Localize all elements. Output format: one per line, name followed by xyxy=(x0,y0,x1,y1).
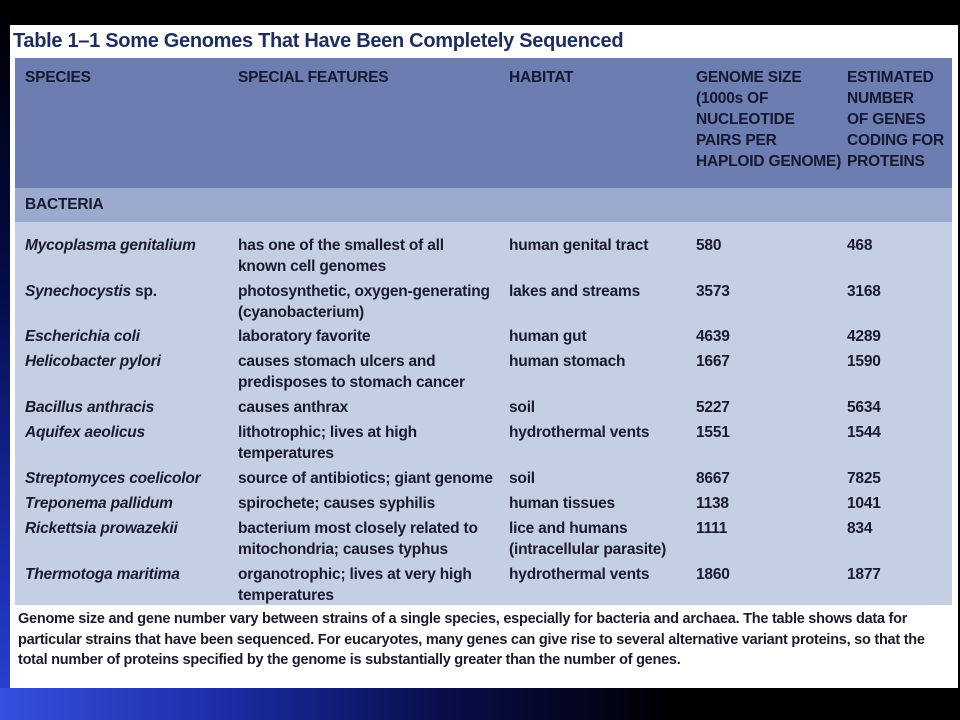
cell-genome-size: 1138 xyxy=(696,495,729,512)
species-name: Aquifex aeolicus xyxy=(25,424,145,441)
cell-gene-count: 1544 xyxy=(847,424,881,441)
cell-habitat: soil xyxy=(509,470,535,487)
cell-species xyxy=(25,281,157,302)
table-number: Table 1–1 xyxy=(13,30,100,52)
cell-gene-count: 468 xyxy=(847,237,873,254)
section-row xyxy=(15,188,952,222)
cell-species xyxy=(25,326,140,347)
table-header xyxy=(15,58,952,188)
cell-species xyxy=(25,235,196,256)
cell-genome-size: 5227 xyxy=(696,399,730,416)
cell-genome-size: 1667 xyxy=(696,353,730,370)
section-label: BACTERIA xyxy=(25,196,104,213)
cell-special-features: source of antibiotics; giant genome xyxy=(238,470,493,487)
cell-gene-count: 1877 xyxy=(847,566,881,583)
species-name: Rickettsia prowazekii xyxy=(25,520,178,537)
cell-genome-size: 4639 xyxy=(696,328,730,345)
header-special-features: SPECIAL FEATURES xyxy=(238,69,389,86)
cell-gene-count: 1590 xyxy=(847,353,881,370)
species-name: Thermotoga maritima xyxy=(25,566,180,583)
cell-species xyxy=(25,564,180,585)
species-name: Treponema pallidum xyxy=(25,495,173,512)
cell-genome-size: 3573 xyxy=(696,283,730,300)
species-name: Helicobacter pylori xyxy=(25,353,161,370)
header-habitat: HABITAT xyxy=(509,69,574,86)
cell-genome-size: 580 xyxy=(696,237,722,254)
cell-genome-size: 1860 xyxy=(696,566,730,583)
genome-table xyxy=(15,58,952,605)
cell-habitat: human gut xyxy=(509,328,587,345)
cell-habitat: hydrothermal vents xyxy=(509,566,650,583)
cell-gene-count: 1041 xyxy=(847,495,881,512)
header-estimated-genes: ESTIMATED NUMBER OF GENES CODING FOR PROTEINS xyxy=(847,69,945,170)
header-species: SPECIES xyxy=(25,69,91,86)
cell-gene-count: 834 xyxy=(847,520,873,537)
cell-species xyxy=(25,518,178,539)
table-title xyxy=(13,30,623,53)
cell-habitat: soil xyxy=(509,399,535,416)
species-name: Escherichia coli xyxy=(25,328,140,345)
cell-genome-size: 1111 xyxy=(696,520,728,537)
cell-special-features: causes anthrax xyxy=(238,399,349,416)
slide-bottom-accent xyxy=(0,688,960,720)
cell-habitat: lakes and streams xyxy=(509,283,641,300)
cell-habitat: hydrothermal vents xyxy=(509,424,650,441)
cell-gene-count: 5634 xyxy=(847,399,881,416)
cell-genome-size: 1551 xyxy=(696,424,730,441)
cell-special-features: laboratory favorite xyxy=(238,328,371,345)
cell-species xyxy=(25,422,145,443)
cell-special-features: photosynthetic, oxygen-generating (cyanobacterium) xyxy=(238,283,490,321)
cell-special-features: organotrophic; lives at very high temperatures xyxy=(238,566,472,604)
cell-special-features: spirochete; causes syphilis xyxy=(238,495,436,512)
species-name: Synechocystis xyxy=(25,283,131,300)
cell-genome-size: 8667 xyxy=(696,470,730,487)
table-panel xyxy=(10,25,958,688)
table-title-text: Some Genomes That Have Been Completely Sequenced xyxy=(105,30,624,52)
cell-species xyxy=(25,351,161,372)
cell-gene-count: 3168 xyxy=(847,283,881,300)
slide-left-accent xyxy=(0,0,10,720)
species-name: Mycoplasma genitalium xyxy=(25,237,196,254)
cell-gene-count: 4289 xyxy=(847,328,881,345)
cell-habitat: human tissues xyxy=(509,495,615,512)
header-genome-size: GENOME SIZE (1000s OF NUCLEOTIDE PAIRS PER HAPLOID GENOME) xyxy=(696,69,842,170)
cell-special-features: causes stomach ulcers and predisposes to stomach cancer xyxy=(238,353,465,391)
cell-species xyxy=(25,397,154,418)
cell-habitat: lice and humans (intracellular parasite) xyxy=(509,520,667,558)
cell-special-features: has one of the smallest of all known cell genomes xyxy=(238,237,444,275)
species-suffix: sp. xyxy=(130,283,157,300)
cell-habitat: human genital tract xyxy=(509,237,649,254)
species-name: Streptomyces coelicolor xyxy=(25,470,201,487)
cell-special-features: lithotrophic; lives at high temperatures xyxy=(238,424,417,462)
cell-species xyxy=(25,468,200,489)
table-footnote: Genome size and gene number vary between strains of a single species, especially for bacteria and archaea. The table shows data for particular strains that have been sequenced. For eucaryotes, many genes can give rise to several alternative variant proteins, so that the total number of proteins specified by the genome is substantially greater than the number of genes. xyxy=(18,611,925,668)
cell-species xyxy=(25,493,173,514)
cell-special-features: bacterium most closely related to mitochondria; causes typhus xyxy=(238,520,478,558)
cell-habitat: human stomach xyxy=(509,353,626,370)
cell-gene-count: 7825 xyxy=(847,470,881,487)
species-name: Bacillus anthracis xyxy=(25,399,155,416)
